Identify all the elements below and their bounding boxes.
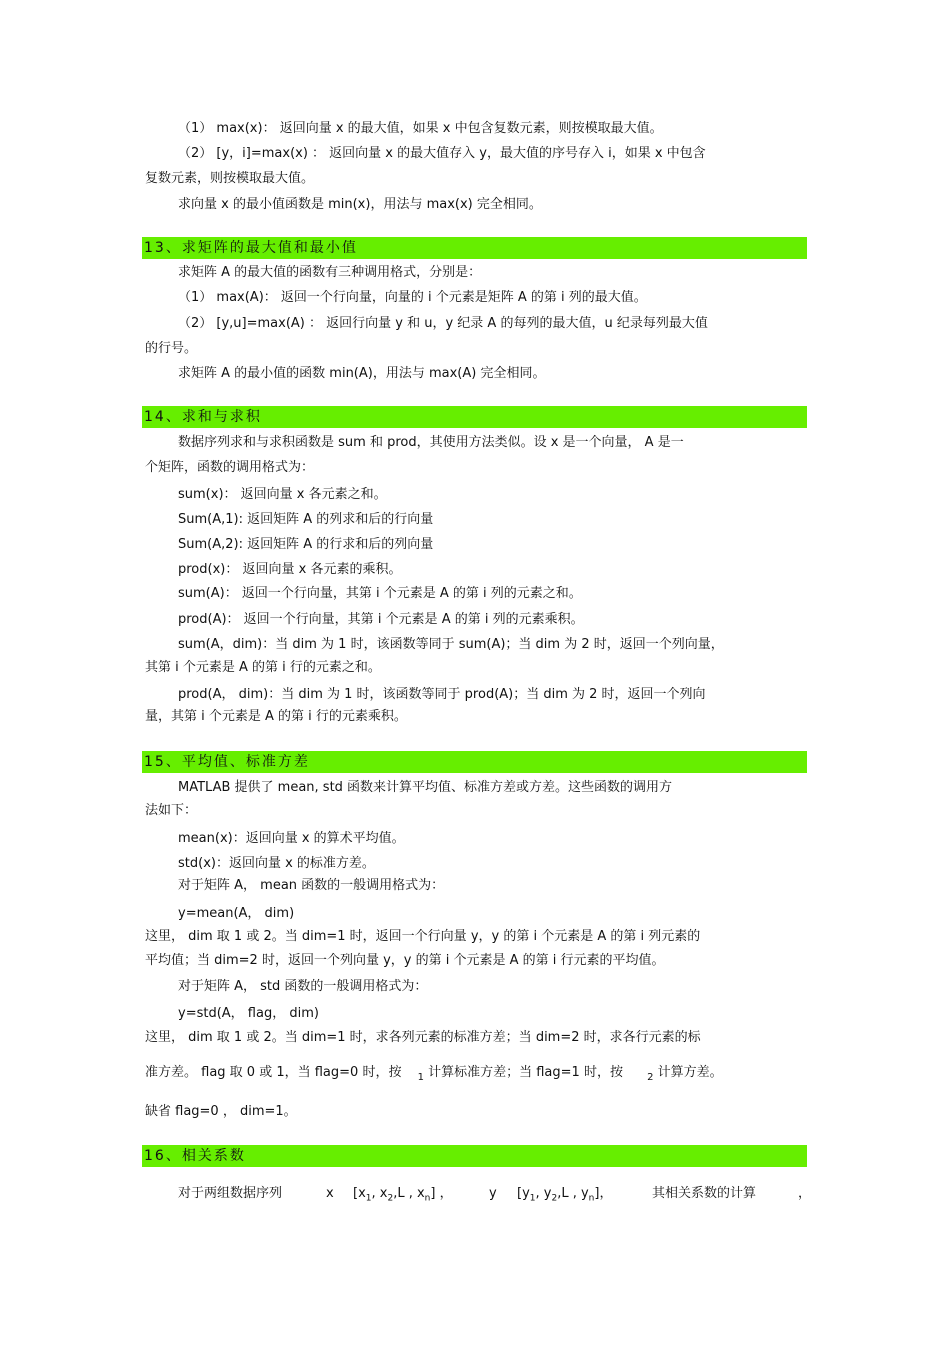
text-line: 其第 i 个元素是 A 的第 i 行的元素之和。 [145, 660, 381, 675]
text-line: 求矩阵 A 的最小值的函数 min(A)，用法与 max(A) 完全相同。 [178, 366, 546, 381]
text-segment: 计算标准方差；当 flag=1 时，按 [428, 1065, 623, 1080]
formula-part: ] ， [430, 1186, 453, 1201]
formula-symbol-x: x [326, 1186, 334, 1201]
text-line: 复数元素，则按模取最大值。 [145, 171, 315, 186]
formula-subscript: 1 [529, 1193, 536, 1204]
text-line: sum(x)： 返回向量 x 各元素之和。 [178, 487, 387, 502]
text-line: 对于矩阵 A， std 函数的一般调用格式为： [178, 979, 428, 994]
text-line: 数据序列求和与求积函数是 sum 和 prod，其使用方法类似。设 x 是一个向量， A 是一 [178, 435, 684, 450]
section-heading-13: 13、求矩阵的最大值和最小值 [142, 237, 807, 259]
formula-subscript: 2 [551, 1193, 558, 1204]
section-heading-15: 15、平均值、标准方差 [142, 751, 807, 773]
formula-vector-y [517, 1185, 612, 1208]
text-line: prod(x)： 返回向量 x 各元素的乘积。 [178, 562, 402, 577]
correlation-formula-line [0, 1185, 950, 1209]
text-line: MATLAB 提供了 mean, std 函数来计算平均值、标准方差或方差。这些函数的调用方 [178, 780, 673, 795]
formula-intro: 对于两组数据序列 [178, 1186, 283, 1201]
text-line: 这里， dim 取 1 或 2。当 dim=1 时，返回一个行向量 y，y 的第 i 个元素是 A 的第 i 列元素的 [145, 929, 701, 944]
section-heading-14: 14、求和与求积 [142, 406, 807, 428]
text-line: prod(A， dim)：当 dim 为 1 时，该函数等同于 prod(A)；当 dim 为 2 时，返回一个列向 [178, 687, 706, 702]
text-line: （1） max(A)： 返回一个行向量，向量的 i 个元素是矩阵 A 的第 i 列的最大值。 [178, 290, 647, 305]
text-line: 求向量 x 的最小值函数是 min(x)，用法与 max(x) 完全相同。 [178, 197, 542, 212]
text-line: prod(A)： 返回一个行向量，其第 i 个元素是 A 的第 i 列的元素乘积。 [178, 612, 584, 627]
text-line: Sum(A,1): 返回矩阵 A 的列求和后的行向量 [178, 512, 434, 527]
text-line: Sum(A,2): 返回矩阵 A 的行求和后的列向量 [178, 537, 434, 552]
formula-subscript: 1 [365, 1193, 372, 1204]
formula-trailing-comma: ， [798, 1186, 812, 1201]
formula-symbol-y: y [489, 1186, 497, 1201]
formula-part: [x [353, 1186, 366, 1201]
text-line: （2） [y,u]=max(A) ： 返回行向量 y 和 u，y 纪录 A 的每列的最大值，u 纪录每列最大值 [178, 316, 708, 331]
text-line: 平均值；当 dim=2 时，返回一个列向量 y，y 的第 i 个元素是 A 的第 i 行元素的平均值。 [145, 953, 665, 968]
text-line: sum(A)： 返回一个行向量，其第 i 个元素是 A 的第 i 列的元素之和。 [178, 586, 582, 601]
formula-part: ,L , x [393, 1186, 425, 1201]
text-line: 量，其第 i 个元素是 A 的第 i 行的元素乘积。 [145, 709, 407, 724]
formula-subscript: 2 [387, 1193, 394, 1204]
formula-vector-x [353, 1185, 453, 1208]
text-line: （2） [y，i]=max(x) ： 返回向量 x 的最大值存入 y，最大值的序号存入 i，如果 x 中包含 [178, 146, 706, 161]
text-line: 这里， dim 取 1 或 2。当 dim=1 时，求各列元素的标准方差；当 dim=2 时，求各行元素的标 [145, 1030, 701, 1045]
text-line: sum(A，dim)：当 dim 为 1 时，该函数等同于 sum(A)；当 dim 为 2 时，返回一个列向量， [178, 637, 724, 652]
text-line: 缺省 flag=0 ， dim=1。 [145, 1104, 297, 1119]
text-line: 个矩阵，函数的调用格式为： [145, 460, 315, 475]
subscript-label: 2 [647, 1072, 654, 1083]
text-line: std(x)：返回向量 x 的标准方差。 [178, 856, 375, 871]
text-line: 求矩阵 A 的最大值的函数有三种调用格式，分别是： [178, 265, 482, 280]
formula-part: ,L , y [557, 1186, 589, 1201]
text-line: 对于矩阵 A， mean 函数的一般调用格式为： [178, 878, 445, 893]
text-line: 的行号。 [145, 341, 198, 356]
text-line [145, 1064, 723, 1083]
text-line: y=std(A， flag， dim) [178, 1006, 319, 1021]
section-heading-16: 16、相关系数 [142, 1145, 807, 1167]
formula-part: , y [535, 1186, 552, 1201]
text-line: mean(x)：返回向量 x 的算术平均值。 [178, 831, 405, 846]
text-line: y=mean(A， dim) [178, 906, 295, 921]
text-line: （1） max(x)： 返回向量 x 的最大值，如果 x 中包含复数元素，则按模取最大值。 [178, 121, 663, 136]
formula-tail-text: 其相关系数的计算 [652, 1186, 757, 1201]
formula-part: ]， [594, 1186, 613, 1201]
formula-part: [y [517, 1186, 530, 1201]
text-segment: 准方差。 flag 取 0 或 1，当 flag=0 时，按 [145, 1065, 402, 1080]
text-line: 法如下： [145, 803, 198, 818]
formula-subscript: n [588, 1193, 595, 1204]
subscript-label: 1 [417, 1072, 424, 1083]
formula-part: , x [371, 1186, 388, 1201]
text-segment: 计算方差。 [657, 1065, 723, 1080]
formula-subscript: n [424, 1193, 431, 1204]
